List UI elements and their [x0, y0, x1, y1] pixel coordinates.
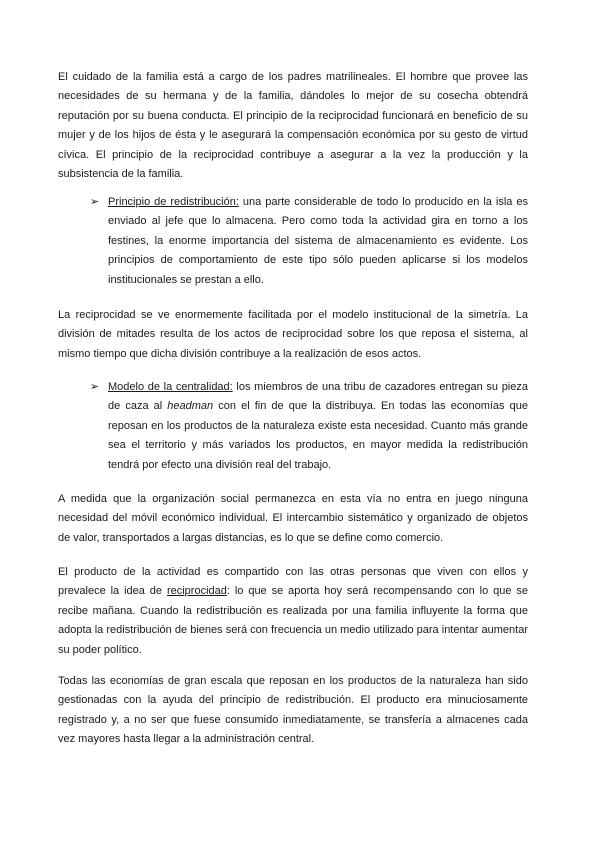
paragraph-symmetry: La reciprocidad se ve enormemente facilitada por el modelo institucional de la simetría. La división de mitades resulta de los actos de reciprocidad sobre los que reposa el sistema, al mismo tiempo que dicha división contribuye a la realización de esos actos. — [58, 309, 528, 360]
paragraph-commerce: A medida que la organización social permanezca en esta vía no entra en juego ninguna necesidad del móvil económico individual. El intercambio sistemático y organizado de objetos de valor, transportados a largas distancias, es lo que se define como comercio. — [58, 493, 528, 544]
reciprocity-term: reciprocidad — [166, 585, 227, 598]
reciprocity-text-a: El producto de la actividad es compartido con las otras personas que viven con ellos y prevalece la idea de — [58, 566, 528, 598]
bullet-centrality-body-b: con el fin de que la distribuya. En todas las economías que reposan en los productos de la naturaleza existe esta necesidad. Cuanto más grande sea el territorio y más variados los productos, en mayor medida la redistribución tendrá por efecto una división real del trabajo. — [108, 400, 528, 471]
bullet-centrality-title: Modelo de la centralidad: — [108, 381, 233, 393]
bullet-redistribution-title: Principio de redistribución: — [108, 196, 239, 208]
paragraph-family-care: El cuidado de la familia está a cargo de los padres matrilineales. El hombre que provee las necesidades de su hermana y de la familia, dándoles lo mejor de su cosecha obtendrá reputación por su buena conducta. El principio de la reciprocidad funcionará en beneficio de su mujer y de los hijos de ésta y le asegurará la compensación económica por su gesto de virtud cívica. El principio de la reciprocidad contribuye a asegurar a la vez la producción y la subsistencia de la familia. — [58, 71, 528, 181]
bullet-redistribution — [90, 193, 528, 290]
bullet-arrow-icon: ➢ — [90, 381, 100, 393]
paragraph-large-scale-economies: Todas las economías de gran escala que reposan en los productos de la naturaleza han sido gestionadas con la ayuda del principio de redistribución. El producto era minuciosamente registrado y, a no ser que fuese consumido inmediatamente, se transfería a almacenes cada vez mayores hasta llegar a la administración central. — [58, 675, 528, 746]
bullet-redistribution-body: una parte considerable de todo lo producido en la isla es enviado al jefe que lo almacena. Pero como toda la actividad gira en torno a los festines, la enorme importancia del sistema de almacenamiento es evidente. Los principios de comportamiento de este tipo sólo pueden aplicarse si los modelos institucionales se prestan a ello. — [108, 196, 528, 286]
bullet-centrality-text — [108, 378, 528, 475]
bullet-arrow-icon: ➢ — [90, 196, 100, 208]
bullet-centrality — [90, 378, 528, 475]
bullet-redistribution-text — [108, 193, 528, 290]
paragraph-reciprocity — [58, 563, 528, 660]
bullet-centrality-body-a: los miembros de una tribu de cazadores entregan su pieza de caza al — [108, 381, 528, 413]
headman-term: headman — [167, 400, 214, 413]
reciprocity-text-b: : lo que se aporta hoy será recompensando con lo que se recibe mañana. Cuando la redistribución es realizada por una familia influyente la forma que adopta la redistribución de bienes será con frecuencia un medio utilizado para intentar aumentar su poder político. — [58, 585, 528, 656]
